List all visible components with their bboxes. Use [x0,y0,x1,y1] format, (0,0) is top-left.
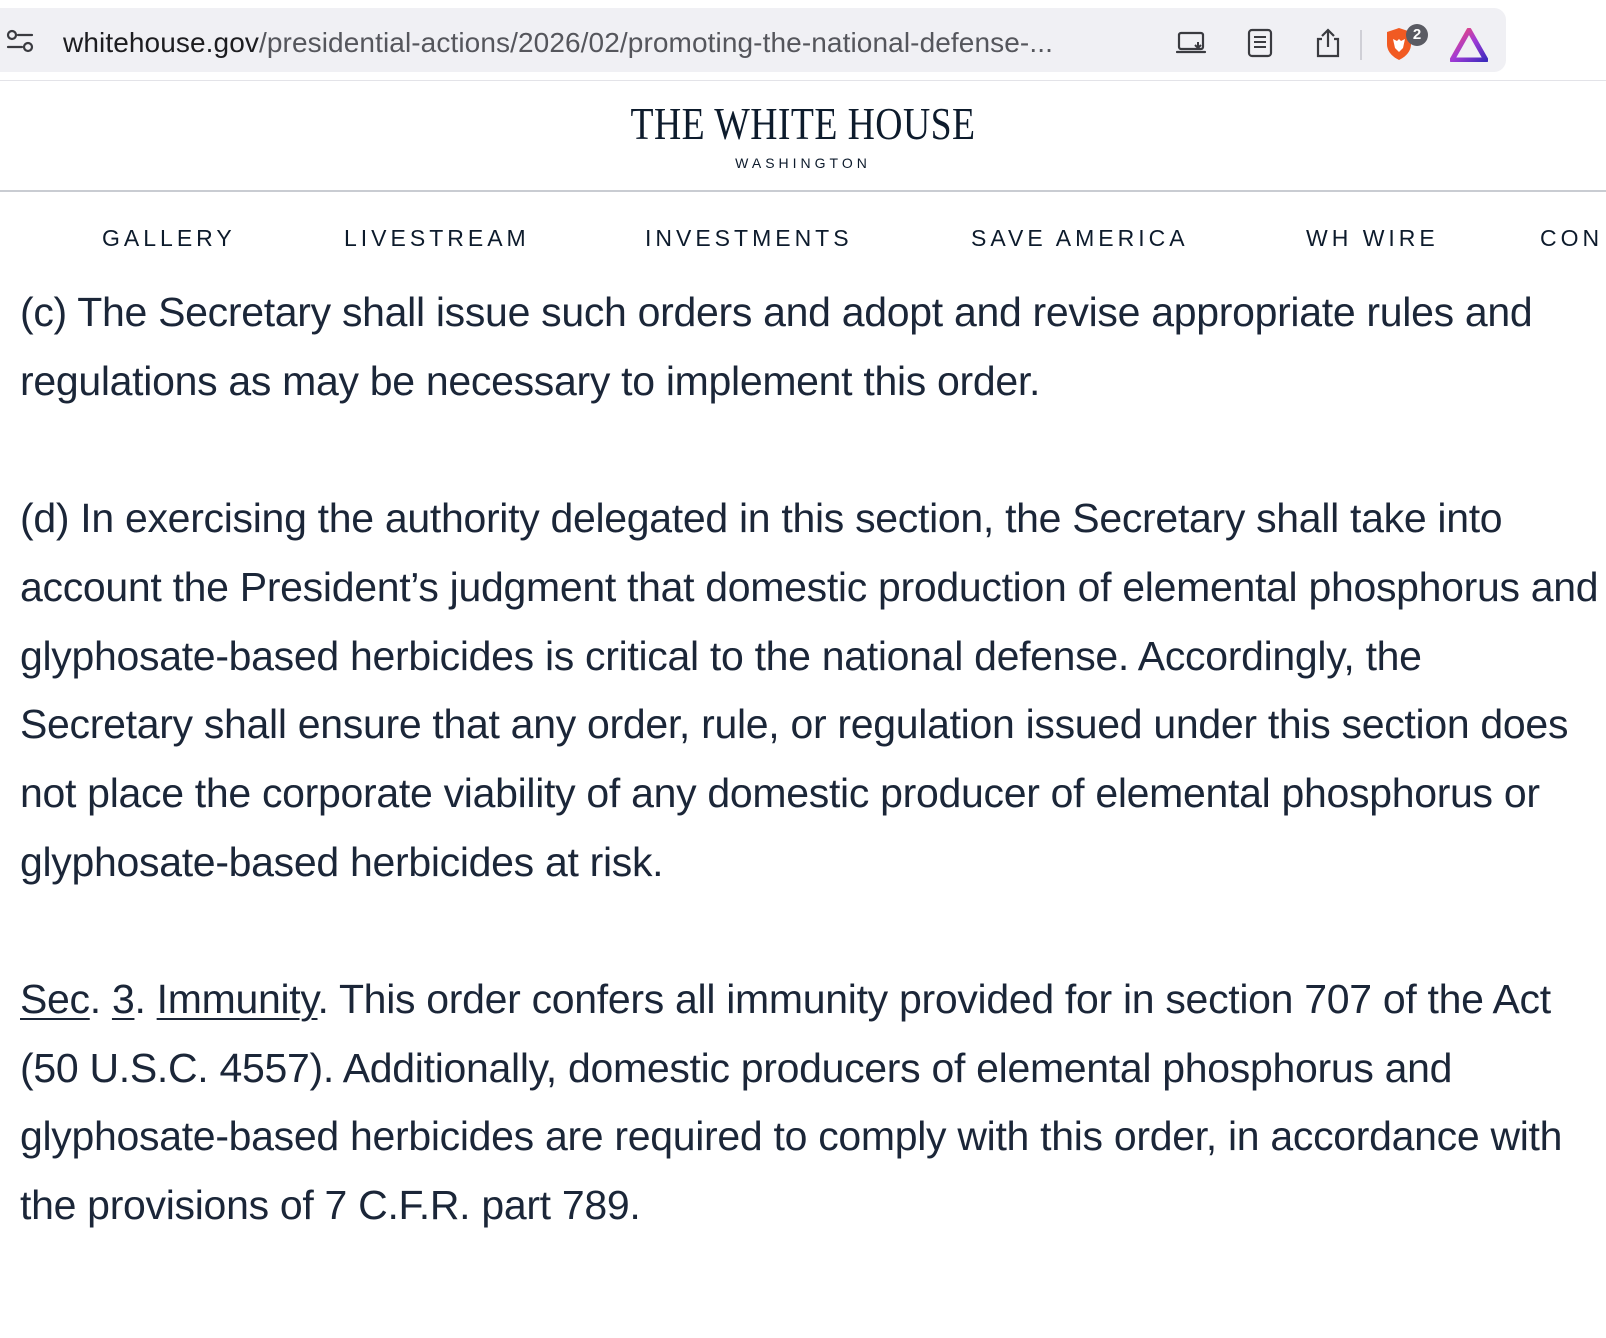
nav-item-contact[interactable]: CON [1540,225,1604,251]
section-label-link[interactable]: Sec [20,976,90,1022]
article-body [20,278,1600,1240]
nav-item-wh-wire[interactable]: WH WIRE [1306,225,1439,251]
paragraph-d: (d) In exercising the authority delegated in this section, the Secretary shall take into account the President’s judgment that domestic production of elemental phosphorus and glyphosate-based herbicides is critical to the national defense. Accordingly, the Secretary shall ensure that any order, rule, or regulation issued under this section does not place the corporate viability of any domestic producer of elemental phosphorus or glyphosate-based herbicides at risk. [20,495,1599,885]
toolbar-separator [1360,30,1362,60]
brave-rewards-icon[interactable] [1450,28,1488,62]
url-path: /presidential-actions/2026/02/promoting-the-national-defense-... [258,27,1053,58]
site-logo[interactable]: THE WHITE HOUSE [630,98,976,149]
shields-count-badge: 2 [1406,24,1428,46]
paragraph-c: (c) The Secretary shall issue such orders and adopt and revise appropriate rules and regulations as may be necessary to implement this order. [20,289,1533,404]
share-icon[interactable] [1312,28,1344,58]
site-settings-icon[interactable] [6,29,34,53]
section-heading-link[interactable]: Immunity [156,976,318,1022]
paragraph-spacer [20,896,1600,965]
nav-item-investments[interactable]: INVESTMENTS [645,225,853,251]
reader-mode-icon[interactable] [1244,28,1276,58]
nav-item-gallery[interactable]: GALLERY [102,225,236,251]
header-divider [0,190,1606,192]
section-3-body: . This order confers all immunity provided for in section 707 of the Act (50 U.S.C. 4557). Additionally, domestic producers of elemental phosphorus and glyphosate-based herbicides are required to comply with this order, in accordance with the provisions of 7 C.F.R. part 789. [20,976,1563,1229]
nav-item-livestream[interactable]: LIVESTREAM [344,225,530,251]
nav-item-save-america[interactable]: SAVE AMERICA [971,225,1189,251]
section-3-paragraph: Sec. 3. Immunity. This order confers all immunity provided for in section 707 of the Act (50 U.S.C. 4557). Additionally, domestic producers of elemental phosphorus and glyphosate-based herbicides are required to comply with this order, in accordance with the provisions of 7 C.F.R. part 789. [20,976,1563,1229]
site-logo-subtitle: WASHINGTON [735,155,871,171]
paragraph-spacer [20,415,1600,484]
address-bar[interactable] [0,8,1506,72]
section-number-link[interactable]: 3 [111,976,135,1022]
url-host: whitehouse.gov [63,27,259,58]
url-text[interactable] [63,29,1053,57]
cast-icon[interactable] [1176,28,1208,58]
toolbar-divider [0,80,1606,81]
